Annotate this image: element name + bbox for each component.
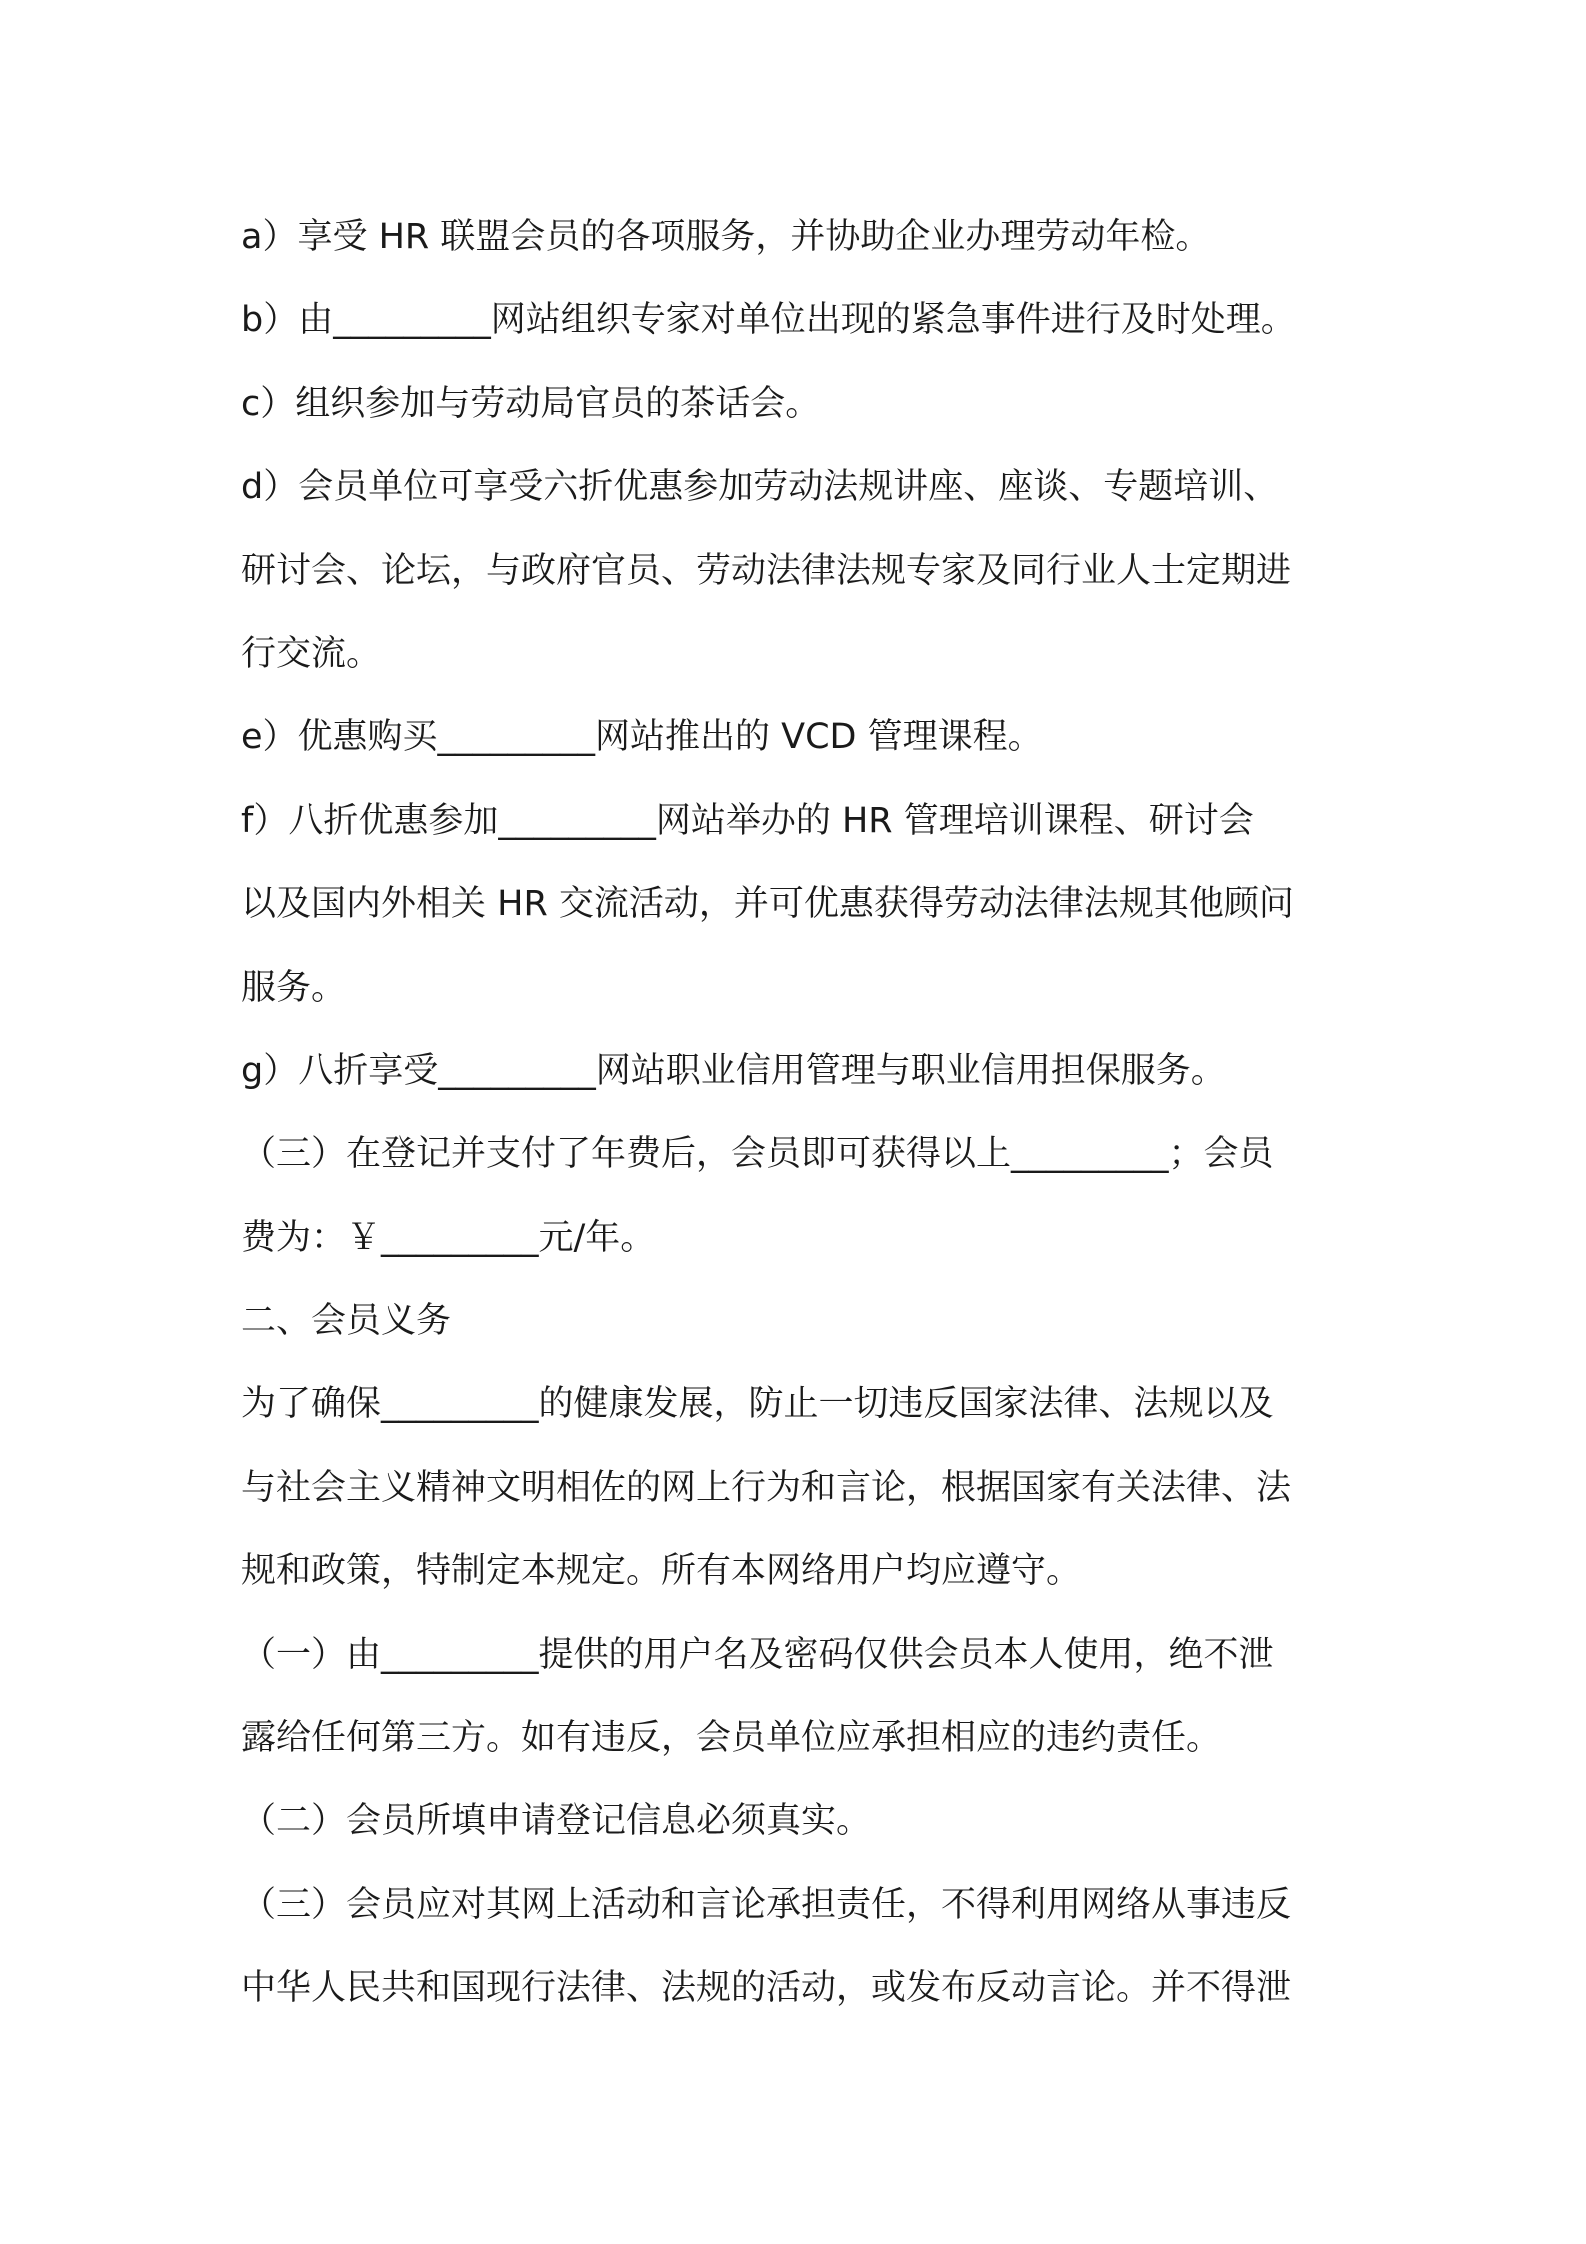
benefit-a: a）享受 HR 联盟会员的各项服务，并协助企业办理劳动年检。	[241, 217, 1211, 257]
obligation-1-line-1: （一）由_________提供的用户名及密码仅供会员本人使用，绝不泄	[241, 1634, 1274, 1675]
benefit-d-line-2: 研讨会、论坛，与政府官员、劳动法律法规专家及同行业人士定期进	[241, 550, 1292, 591]
obligations-intro-line-2: 与社会主义精神文明相佐的网上行为和言论，根据国家有关法律、法	[241, 1467, 1292, 1508]
benefit-c: c）组织参加与劳动局官员的茶话会。	[241, 383, 821, 424]
obligations-intro-line-1: 为了确保_________的健康发展，防止一切违反国家法律、法规以及	[241, 1384, 1274, 1425]
benefit-g: g）八折享受_________网站职业信用管理与职业信用担保服务。	[241, 1050, 1226, 1091]
document-body	[241, 196, 1387, 2031]
obligation-3-line-2: 中华人民共和国现行法律、法规的活动，或发布反动言论。并不得泄	[241, 1968, 1292, 2009]
clause-fee-line-1: （三）在登记并支付了年费后，会员即可获得以上_________；会员	[241, 1134, 1274, 1175]
benefit-f-line-2: 以及国内外相关 HR 交流活动，并可优惠获得劳动法律法规其他顾问	[241, 884, 1294, 925]
benefit-e: e）优惠购买_________网站推出的 VCD 管理课程。	[241, 717, 1043, 758]
obligation-2: （二）会员所填申请登记信息必须真实。	[241, 1801, 872, 1842]
benefit-b: b）由_________网站组织专家对单位出现的紧急事件进行及时处理。	[241, 300, 1296, 341]
obligation-3-line-1: （三）会员应对其网上活动和言论承担责任，不得利用网络从事违反	[241, 1884, 1292, 1925]
benefit-f-line-3: 服务。	[241, 967, 347, 1008]
benefit-f-line-1: f）八折优惠参加_________网站举办的 HR 管理培训课程、研讨会	[241, 800, 1254, 841]
obligation-1-line-2: 露给任何第三方。如有违反，会员单位应承担相应的违约责任。	[241, 1718, 1222, 1759]
section-heading-obligations: 二、会员义务	[241, 1301, 452, 1342]
obligations-intro-line-3: 规和政策，特制定本规定。所有本网络用户均应遵守。	[241, 1551, 1082, 1592]
benefit-d-line-3: 行交流。	[241, 633, 382, 674]
clause-fee-line-2: 费为：￥_________元/年。	[241, 1217, 656, 1258]
benefit-d-line-1: d）会员单位可享受六折优惠参加劳动法规讲座、座谈、专题培训、	[241, 467, 1279, 508]
